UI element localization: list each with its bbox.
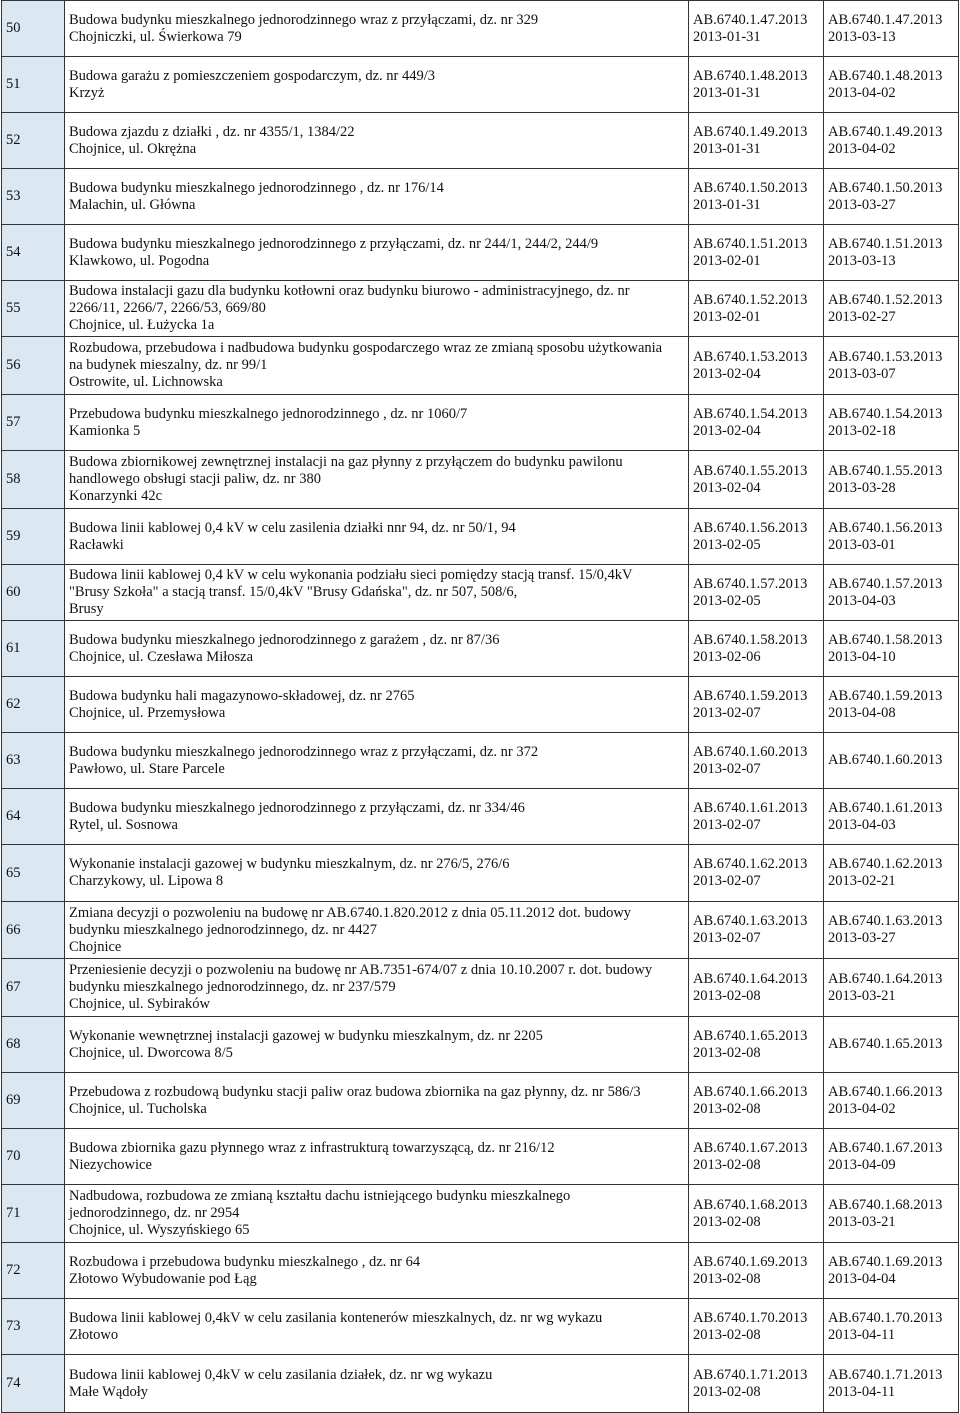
application-cell <box>689 789 824 845</box>
project-description <box>65 959 689 1017</box>
row-number: 52 <box>2 113 65 169</box>
description-line: Brusy <box>69 601 104 617</box>
table-row <box>2 789 959 845</box>
description-line: Chojnice, ul. Tucholska <box>69 1100 207 1117</box>
decision-cell <box>824 57 959 113</box>
project-description <box>65 1185 689 1243</box>
decision-signature: AB.6740.1.52.2013 <box>828 291 943 308</box>
application-cell <box>689 565 824 621</box>
application-signature: AB.6740.1.57.2013 <box>693 575 808 592</box>
row-number: 71 <box>2 1185 65 1243</box>
project-description <box>65 225 689 281</box>
decision-signature: AB.6740.1.57.2013 <box>828 575 943 592</box>
description-line: Rozbudowa, przebudowa i nadbudowa budynku gospodarczego wraz ze zmianą sposobu użytkowania <box>69 340 663 356</box>
decision-cell <box>824 733 959 789</box>
decision-cell <box>824 789 959 845</box>
application-signature: AB.6740.1.50.2013 <box>693 179 808 196</box>
application-cell <box>689 281 824 337</box>
decision-date: 2013-02-27 <box>828 308 896 325</box>
table-row <box>2 337 959 395</box>
application-signature: AB.6740.1.51.2013 <box>693 235 808 252</box>
table-row <box>2 113 959 169</box>
decision-signature: AB.6740.1.65.2013 <box>828 1036 943 1052</box>
project-description <box>65 1 689 57</box>
application-date: 2013-02-05 <box>693 592 761 609</box>
description-line: Budowa linii kablowej 0,4kV w celu zasilania kontenerów mieszkalnych, dz. nr wg wykazu <box>69 1309 603 1326</box>
decision-cell <box>824 281 959 337</box>
table-row <box>2 1299 959 1355</box>
decision-signature: AB.6740.1.47.2013 <box>828 11 943 28</box>
description-line: "Brusy Szkoła" a stacją transf. 15/0,4kV "Brusy Gdańska", dz. nr 507, 508/6, <box>69 584 518 600</box>
decision-cell <box>824 509 959 565</box>
row-number: 61 <box>2 621 65 677</box>
decision-date: 2013-03-28 <box>828 479 896 496</box>
decision-date: 2013-04-10 <box>828 648 896 665</box>
row-number: 62 <box>2 677 65 733</box>
description-line: Małe Wądoły <box>69 1383 149 1400</box>
decision-cell <box>824 113 959 169</box>
decision-signature: AB.6740.1.63.2013 <box>828 913 943 929</box>
application-signature: AB.6740.1.58.2013 <box>693 631 808 648</box>
application-date: 2013-02-01 <box>693 252 761 269</box>
table-row <box>2 1243 959 1299</box>
application-cell <box>689 1017 824 1073</box>
description-line: Budowa zbiornika gazu płynnego wraz z infrastrukturą towarzyszącą, dz. nr 216/12 <box>69 1139 555 1156</box>
row-number: 74 <box>2 1355 65 1413</box>
application-cell <box>689 1355 824 1413</box>
table-row <box>2 451 959 509</box>
description-line: Przeniesienie decyzji o pozwoleniu na budowę nr AB.7351-674/07 z dnia 10.10.2007 r. dot. budowy <box>69 962 653 978</box>
table-row <box>2 1 959 57</box>
decision-date: 2013-03-21 <box>828 987 896 1004</box>
application-signature: AB.6740.1.55.2013 <box>693 462 808 479</box>
decision-signature: AB.6740.1.62.2013 <box>828 856 943 872</box>
row-number: 64 <box>2 789 65 845</box>
application-cell <box>689 451 824 509</box>
description-line: Budowa garażu z pomieszczeniem gospodarczym, dz. nr 449/3 <box>69 67 435 84</box>
project-description <box>65 395 689 451</box>
application-signature: AB.6740.1.63.2013 <box>693 913 808 929</box>
application-date: 2013-02-08 <box>693 1156 761 1173</box>
decision-date: 2013-02-18 <box>828 422 896 439</box>
decision-cell <box>824 677 959 733</box>
decision-cell <box>824 565 959 621</box>
application-cell <box>689 1243 824 1299</box>
project-description <box>65 845 689 902</box>
decision-date: 2013-04-11 <box>828 1326 896 1343</box>
description-line: Budowa linii kablowej 0,4 kV w celu wykonania podziału sieci pomiędzy stacją transf. 15/0,4kV <box>69 567 633 583</box>
decision-cell <box>824 1129 959 1185</box>
description-line: Budowa budynku mieszkalnego jednorodzinnego wraz z przyłączami, dz. nr 372 <box>69 743 539 760</box>
description-line: Klawkowo, ul. Pogodna <box>69 252 210 269</box>
application-date: 2013-02-04 <box>693 365 761 382</box>
row-number: 69 <box>2 1073 65 1129</box>
description-line: Konarzynki 42c <box>69 488 163 504</box>
project-description <box>65 451 689 509</box>
decision-signature: AB.6740.1.50.2013 <box>828 179 943 196</box>
decision-signature: AB.6740.1.70.2013 <box>828 1309 943 1326</box>
description-line: Budowa zjazdu z działki , dz. nr 4355/1, 1384/22 <box>69 123 355 140</box>
decision-signature: AB.6740.1.56.2013 <box>828 519 943 536</box>
decision-cell <box>824 395 959 451</box>
row-number: 68 <box>2 1017 65 1073</box>
decision-signature: AB.6740.1.53.2013 <box>828 348 943 365</box>
application-date: 2013-02-06 <box>693 648 761 665</box>
description-line: Budowa budynku mieszkalnego jednorodzinnego z przyłączami, dz. nr 334/46 <box>69 799 525 816</box>
row-number: 66 <box>2 902 65 959</box>
description-line: Rytel, ul. Sosnowa <box>69 816 178 833</box>
decision-signature: AB.6740.1.59.2013 <box>828 687 943 704</box>
application-signature: AB.6740.1.70.2013 <box>693 1309 808 1326</box>
project-description <box>65 1129 689 1185</box>
description-line: Złotowo <box>69 1326 119 1343</box>
decision-signature: AB.6740.1.64.2013 <box>828 970 943 987</box>
description-line: Wykonanie wewnętrznej instalacji gazowej w budynku mieszkalnym, dz. nr 2205 <box>69 1027 543 1044</box>
description-line: Malachin, ul. Główna <box>69 196 196 213</box>
description-line: Chojnice, ul. Przemysłowa <box>69 704 226 721</box>
decision-signature: AB.6740.1.51.2013 <box>828 235 943 252</box>
description-line: Niezychowice <box>69 1156 152 1173</box>
row-number: 65 <box>2 845 65 902</box>
row-number: 59 <box>2 509 65 565</box>
application-signature: AB.6740.1.56.2013 <box>693 519 808 536</box>
application-signature: AB.6740.1.53.2013 <box>693 348 808 365</box>
decision-date: 2013-03-27 <box>828 196 896 213</box>
row-number: 73 <box>2 1299 65 1355</box>
decision-date: 2013-03-01 <box>828 536 896 553</box>
row-number: 72 <box>2 1243 65 1299</box>
application-cell <box>689 959 824 1017</box>
decision-signature: AB.6740.1.69.2013 <box>828 1253 943 1270</box>
project-description <box>65 281 689 337</box>
decision-date: 2013-02-21 <box>828 873 896 889</box>
description-line: Ostrowite, ul. Lichnowska <box>69 374 223 390</box>
application-cell <box>689 113 824 169</box>
application-cell <box>689 1073 824 1129</box>
decision-cell <box>824 1073 959 1129</box>
application-date: 2013-02-05 <box>693 536 761 553</box>
application-signature: AB.6740.1.67.2013 <box>693 1139 808 1156</box>
table-row <box>2 902 959 959</box>
application-date: 2013-02-07 <box>693 704 761 721</box>
application-date: 2013-02-07 <box>693 816 761 833</box>
decision-date: 2013-03-13 <box>828 28 896 45</box>
register-table-body <box>2 1 959 1413</box>
project-description <box>65 337 689 395</box>
application-date: 2013-02-08 <box>693 1326 761 1343</box>
application-date: 2013-02-07 <box>693 873 761 889</box>
description-line: Charzykowy, ul. Lipowa 8 <box>69 873 224 889</box>
description-line: Przebudowa z rozbudową budynku stacji paliw oraz budowa zbiornika na gaz płynny, dz. nr 586/3 <box>69 1083 641 1100</box>
decision-date: 2013-03-07 <box>828 365 896 382</box>
description-line: Budowa budynku mieszkalnego jednorodzinnego z garażem , dz. nr 87/36 <box>69 631 500 648</box>
row-number: 55 <box>2 281 65 337</box>
project-description <box>65 733 689 789</box>
application-date: 2013-02-08 <box>693 987 761 1004</box>
table-row <box>2 225 959 281</box>
table-row <box>2 169 959 225</box>
application-date: 2013-01-31 <box>693 140 761 157</box>
application-cell <box>689 1185 824 1243</box>
description-line: Budowa instalacji gazu dla budynku kotłowni oraz budynku biurowo - administracyjnego, dz. nr <box>69 283 630 299</box>
decision-date: 2013-04-08 <box>828 704 896 721</box>
application-cell <box>689 395 824 451</box>
project-description <box>65 1017 689 1073</box>
application-date: 2013-02-04 <box>693 422 761 439</box>
application-date: 2013-01-31 <box>693 196 761 213</box>
application-signature: AB.6740.1.59.2013 <box>693 687 808 704</box>
decision-signature: AB.6740.1.71.2013 <box>828 1366 943 1383</box>
application-cell <box>689 902 824 959</box>
table-row <box>2 1073 959 1129</box>
decision-cell <box>824 451 959 509</box>
description-line: Chojnice <box>69 938 122 955</box>
decision-signature: AB.6740.1.55.2013 <box>828 462 943 479</box>
decision-date: 2013-04-09 <box>828 1156 896 1173</box>
register-table <box>1 0 959 1413</box>
row-number: 56 <box>2 337 65 395</box>
decision-cell <box>824 902 959 959</box>
decision-signature: AB.6740.1.54.2013 <box>828 405 943 422</box>
decision-date: 2013-04-11 <box>828 1383 896 1400</box>
description-line: Chojnice, ul. Czesława Miłosza <box>69 648 254 665</box>
application-cell <box>689 1129 824 1185</box>
description-line: Budowa zbiornikowej zewnętrznej instalacji na gaz płynny z przyłączem do budynku pawilonu <box>69 454 623 470</box>
row-number: 51 <box>2 57 65 113</box>
application-signature: AB.6740.1.71.2013 <box>693 1366 808 1383</box>
project-description <box>65 1299 689 1355</box>
description-line: Zmiana decyzji o pozwoleniu na budowę nr AB.6740.1.820.2012 z dnia 05.11.2012 dot. budowy <box>69 904 632 921</box>
decision-date: 2013-04-02 <box>828 140 896 157</box>
application-cell <box>689 845 824 902</box>
table-row <box>2 677 959 733</box>
row-number: 58 <box>2 451 65 509</box>
application-date: 2013-02-08 <box>693 1270 761 1287</box>
application-signature: AB.6740.1.60.2013 <box>693 743 808 760</box>
description-line: jednorodzinnego, dz. nr 2954 <box>69 1205 240 1221</box>
table-row <box>2 1355 959 1413</box>
decision-date: 2013-03-27 <box>828 930 896 946</box>
row-number: 53 <box>2 169 65 225</box>
row-number: 63 <box>2 733 65 789</box>
table-row <box>2 1185 959 1243</box>
decision-date: 2013-04-03 <box>828 592 896 609</box>
table-row <box>2 959 959 1017</box>
application-cell <box>689 621 824 677</box>
table-row <box>2 395 959 451</box>
description-line: Budowa budynku mieszkalnego jednorodzinnego z przyłączami, dz. nr 244/1, 244/2, 244/9 <box>69 235 599 252</box>
description-line: Chojnice, ul. Sybiraków <box>69 996 210 1012</box>
project-description <box>65 1243 689 1299</box>
decision-cell <box>824 1299 959 1355</box>
description-line: Kamionka 5 <box>69 422 141 439</box>
application-date: 2013-02-08 <box>693 1044 761 1061</box>
project-description <box>65 1073 689 1129</box>
project-description <box>65 57 689 113</box>
application-cell <box>689 733 824 789</box>
project-description <box>65 902 689 959</box>
application-cell <box>689 1299 824 1355</box>
row-number: 70 <box>2 1129 65 1185</box>
decision-cell <box>824 225 959 281</box>
application-signature: AB.6740.1.47.2013 <box>693 11 808 28</box>
table-row <box>2 57 959 113</box>
description-line: handlowego obsługi stacji paliw, dz. nr 380 <box>69 471 321 487</box>
table-row <box>2 621 959 677</box>
decision-cell <box>824 1017 959 1073</box>
description-line: na budynek mieszalny, dz. nr 99/1 <box>69 357 268 373</box>
description-line: Budowa budynku mieszkalnego jednorodzinnego , dz. nr 176/14 <box>69 179 444 196</box>
description-line: Chojnice, ul. Dworcowa 8/5 <box>69 1044 233 1061</box>
description-line: Chojnice, ul. Wyszyńskiego 65 <box>69 1222 250 1238</box>
description-line: Krzyż <box>69 84 105 101</box>
application-date: 2013-01-31 <box>693 28 761 45</box>
project-description <box>65 113 689 169</box>
application-date: 2013-02-04 <box>693 479 761 496</box>
description-line: Złotowo Wybudowanie pod Łąg <box>69 1270 257 1287</box>
project-description <box>65 789 689 845</box>
application-signature: AB.6740.1.54.2013 <box>693 405 808 422</box>
decision-cell <box>824 845 959 902</box>
application-date: 2013-02-08 <box>693 1213 761 1230</box>
application-signature: AB.6740.1.68.2013 <box>693 1196 808 1213</box>
application-signature: AB.6740.1.61.2013 <box>693 799 808 816</box>
description-line: Chojnice, ul. Łużycka 1a <box>69 317 215 333</box>
application-date: 2013-02-07 <box>693 930 761 946</box>
row-number: 57 <box>2 395 65 451</box>
decision-date: 2013-04-04 <box>828 1270 896 1287</box>
decision-signature: AB.6740.1.67.2013 <box>828 1139 943 1156</box>
decision-cell <box>824 1 959 57</box>
row-number: 60 <box>2 565 65 621</box>
decision-signature: AB.6740.1.48.2013 <box>828 67 943 84</box>
table-row <box>2 1129 959 1185</box>
description-line: Chojniczki, ul. Świerkowa 79 <box>69 28 242 45</box>
decision-signature: AB.6740.1.58.2013 <box>828 631 943 648</box>
application-cell <box>689 169 824 225</box>
decision-signature: AB.6740.1.60.2013 <box>828 752 943 768</box>
description-line: Nadbudowa, rozbudowa ze zmianą kształtu dachu istniejącego budynku mieszkalnego <box>69 1188 571 1204</box>
decision-cell <box>824 621 959 677</box>
application-date: 2013-02-07 <box>693 760 761 777</box>
description-line: Budowa linii kablowej 0,4 kV w celu zasilenia działki nnr 94, dz. nr 50/1, 94 <box>69 519 516 536</box>
decision-date: 2013-04-02 <box>828 84 896 101</box>
table-row <box>2 509 959 565</box>
application-cell <box>689 57 824 113</box>
decision-signature: AB.6740.1.61.2013 <box>828 799 943 816</box>
project-description <box>65 677 689 733</box>
description-line: budynku mieszkalnego jednorodzinnego, dz. nr 237/579 <box>69 979 396 995</box>
description-line: Wykonanie instalacji gazowej w budynku mieszkalnym, dz. nr 276/5, 276/6 <box>69 856 510 872</box>
description-line: Budowa budynku hali magazynowo-składowej, dz. nr 2765 <box>69 687 415 704</box>
decision-signature: AB.6740.1.49.2013 <box>828 123 943 140</box>
application-date: 2013-02-08 <box>693 1383 761 1400</box>
application-cell <box>689 677 824 733</box>
description-line: Budowa budynku mieszkalnego jednorodzinnego wraz z przyłączami, dz. nr 329 <box>69 11 539 28</box>
table-row <box>2 845 959 902</box>
description-line: Pawłowo, ul. Stare Parcele <box>69 760 225 777</box>
row-number: 67 <box>2 959 65 1017</box>
application-date: 2013-02-08 <box>693 1100 761 1117</box>
application-signature: AB.6740.1.62.2013 <box>693 856 808 872</box>
description-line: Rozbudowa i przebudowa budynku mieszkalnego , dz. nr 64 <box>69 1253 421 1270</box>
description-line: Przebudowa budynku mieszkalnego jednorodzinnego , dz. nr 1060/7 <box>69 405 468 422</box>
decision-cell <box>824 959 959 1017</box>
application-signature: AB.6740.1.65.2013 <box>693 1027 808 1044</box>
project-description <box>65 169 689 225</box>
description-line: budynku mieszkalnego jednorodzinnego, dz. nr 4427 <box>69 921 378 938</box>
application-signature: AB.6740.1.64.2013 <box>693 970 808 987</box>
project-description <box>65 565 689 621</box>
decision-date: 2013-04-02 <box>828 1100 896 1117</box>
description-line: Budowa linii kablowej 0,4kV w celu zasilania działek, dz. nr wg wykazu <box>69 1366 493 1383</box>
decision-date: 2013-04-03 <box>828 816 896 833</box>
project-description <box>65 1355 689 1413</box>
decision-cell <box>824 1355 959 1413</box>
application-signature: AB.6740.1.49.2013 <box>693 123 808 140</box>
table-row <box>2 565 959 621</box>
application-signature: AB.6740.1.69.2013 <box>693 1253 808 1270</box>
decision-date: 2013-03-13 <box>828 252 896 269</box>
table-row <box>2 733 959 789</box>
decision-signature: AB.6740.1.68.2013 <box>828 1196 943 1213</box>
table-row <box>2 1017 959 1073</box>
decision-date: 2013-03-21 <box>828 1213 896 1230</box>
decision-cell <box>824 1243 959 1299</box>
decision-cell <box>824 337 959 395</box>
project-description <box>65 509 689 565</box>
application-cell <box>689 1 824 57</box>
application-cell <box>689 225 824 281</box>
description-line: 2266/11, 2266/7, 2266/53, 669/80 <box>69 300 266 316</box>
description-line: Chojnice, ul. Okrężna <box>69 140 197 157</box>
table-row <box>2 281 959 337</box>
application-cell <box>689 337 824 395</box>
decision-cell <box>824 169 959 225</box>
application-signature: AB.6740.1.48.2013 <box>693 67 808 84</box>
application-signature: AB.6740.1.66.2013 <box>693 1083 808 1100</box>
application-signature: AB.6740.1.52.2013 <box>693 291 808 308</box>
application-cell <box>689 509 824 565</box>
decision-cell <box>824 1185 959 1243</box>
decision-signature: AB.6740.1.66.2013 <box>828 1083 943 1100</box>
description-line: Racławki <box>69 536 124 553</box>
project-description <box>65 621 689 677</box>
row-number: 50 <box>2 1 65 57</box>
application-date: 2013-02-01 <box>693 308 761 325</box>
row-number: 54 <box>2 225 65 281</box>
application-date: 2013-01-31 <box>693 84 761 101</box>
